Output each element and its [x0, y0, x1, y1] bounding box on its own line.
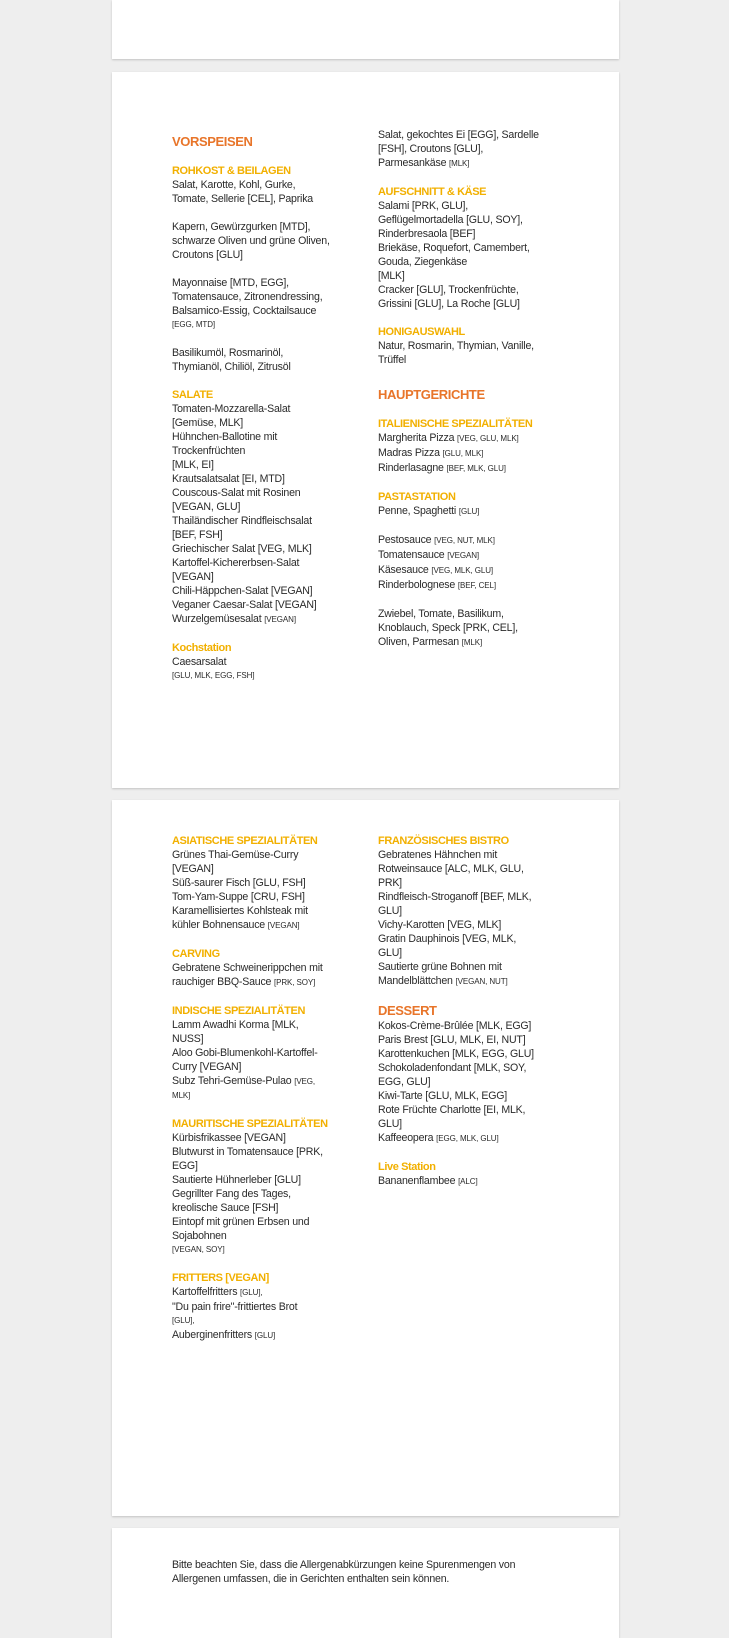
menu-line: Zwiebel, Tomate, Basilikum,: [378, 608, 504, 620]
menu-line: Rote Früchte Charlotte [EI, MLK,: [378, 1104, 526, 1116]
menu-line: Gebratenes Hähnchen mit: [378, 849, 498, 861]
menu-line: [378, 156, 558, 171]
menu-line: Hühnchen-Ballotine mit: [172, 431, 278, 443]
heading-pasta: PASTASTATION: [378, 491, 456, 503]
heading-honig: HONIGAUSWAHL: [378, 326, 465, 338]
franzoesisch-list: [378, 848, 558, 989]
menu-item-text: Pestosauce: [378, 534, 432, 546]
menu-line: Tomatensauce, Zitronendressing,: [172, 291, 323, 303]
column-left: [172, 834, 350, 1357]
heading-asiatisch: ASIATISCHE SPEZIALITÄTEN: [172, 835, 318, 847]
indisch-list: [172, 1018, 350, 1103]
allergen-note: [MLK]: [461, 638, 483, 647]
menu-line: GLU]: [378, 905, 402, 917]
menu-line: [378, 431, 558, 446]
menu-line: Schokoladenfondant [MLK, SOY,: [378, 1062, 527, 1074]
rohkost-group-2: [172, 220, 342, 262]
menu-line: Veganer Caesar-Salat [VEGAN]: [172, 599, 317, 611]
menu-line: [172, 918, 350, 933]
salate-list: [172, 402, 342, 627]
heading-rohkost: ROHKOST & BEILAGEN: [172, 165, 291, 177]
menu-item-text: Auberginenfritters: [172, 1329, 253, 1341]
heading-aufschnitt: AUFSCHNITT & KÄSE: [378, 186, 487, 198]
menu-line: Tom-Yam-Suppe [CRU, FSH]: [172, 891, 305, 903]
allergen-note: MLK]: [172, 1091, 191, 1100]
pasta-base: [378, 504, 558, 519]
allergen-note: [BEF, CEL]: [457, 581, 496, 590]
menu-line: Basilikumöl, Rosmarinöl,: [172, 347, 284, 359]
menu-item-text: Kaffeeopera: [378, 1132, 434, 1144]
document-page-top: [112, 0, 619, 59]
heading-mauritisch: MAURITISCHE SPEZIALITÄTEN: [172, 1118, 328, 1130]
document-page-1: [112, 72, 619, 788]
menu-item-text: Bananenflambee: [378, 1175, 456, 1187]
heading-salate: SALATE: [172, 389, 213, 401]
menu-line: [378, 446, 558, 461]
menu-line: Griechischer Salat [VEG, MLK]: [172, 543, 312, 555]
menu-line: GLU]: [378, 947, 402, 959]
menu-line: Lamm Awadhi Korma [MLK,: [172, 1019, 299, 1031]
menu-line: Kapern, Gewürzgurken [MTD],: [172, 221, 311, 233]
allergen-note: [VEG, GLU, MLK]: [457, 434, 519, 443]
menu-line: NUSS]: [172, 1033, 204, 1045]
allergen-note: [GLU]: [254, 1331, 276, 1340]
menu-line: Gegrillter Fang des Tages,: [172, 1188, 291, 1200]
menu-line: [MLK]: [378, 270, 405, 282]
menu-line: [378, 504, 558, 519]
menu-line: Tomaten-Mozzarella-Salat: [172, 403, 291, 415]
menu-line: [Gemüse, MLK]: [172, 417, 243, 429]
menu-line: [172, 975, 350, 990]
menu-item-text: Mandelblättchen: [378, 975, 453, 987]
menu-line: Rotweinsauce [ALC, MLK, GLU,: [378, 863, 524, 875]
allergen-note: [VEG, NUT, MLK]: [434, 536, 495, 545]
allergen-note: [GLU],: [172, 1316, 195, 1325]
menu-line: Caesarsalat: [172, 656, 227, 668]
heading-live-station: Live Station: [378, 1161, 436, 1173]
rohkost-group-3: [172, 276, 342, 332]
allergen-note: [VEG,: [294, 1077, 316, 1086]
document-page-2: [112, 800, 619, 1516]
menu-line: Kiwi-Tarte [GLU, MLK, EGG]: [378, 1090, 508, 1102]
menu-line: Vichy-Karotten [VEG, MLK]: [378, 919, 502, 931]
italienisch-list: [378, 431, 558, 476]
menu-line: [VEGAN, GLU]: [172, 501, 241, 513]
rohkost-group-1: [172, 178, 342, 206]
heading-carving: CARVING: [172, 948, 220, 960]
menu-line: [378, 548, 558, 563]
menu-line: [MLK, EI]: [172, 459, 214, 471]
dessert-list: [378, 1019, 558, 1146]
menu-line: EGG, GLU]: [378, 1076, 431, 1088]
menu-line: [FSH], Croutons [GLU],: [378, 143, 484, 155]
menu-line: Sautierte grüne Bohnen mit: [378, 961, 502, 973]
menu-line: Karottenkuchen [MLK, EGG, GLU]: [378, 1048, 534, 1060]
menu-line: EGG]: [172, 1160, 198, 1172]
menu-line: Briekäse, Roquefort, Camembert,: [378, 242, 530, 254]
menu-line: Thymianöl, Chiliöl, Zitrusöl: [172, 361, 291, 373]
menu-line: Salat, Karotte, Kohl, Gurke,: [172, 179, 296, 191]
allergen-note: [VEGAN]: [267, 921, 300, 930]
menu-line: "Du pain frire"-frittiertes Brot: [172, 1301, 298, 1313]
pasta-sauces: [378, 533, 558, 593]
menu-line: [378, 635, 558, 650]
menu-line: Aloo Gobi-Blumenkohl-Kartoffel-: [172, 1047, 318, 1059]
menu-item-text: Käsesauce: [378, 564, 429, 576]
menu-line: Paris Brest [GLU, MLK, EI, NUT]: [378, 1034, 526, 1046]
menu-line: Süß-saurer Fisch [GLU, FSH]: [172, 877, 306, 889]
menu-line: PRK]: [378, 877, 402, 889]
menu-line: Blutwurst in Tomatensauce [PRK,: [172, 1146, 323, 1158]
heading-indisch: INDISCHE SPEZIALITÄTEN: [172, 1005, 305, 1017]
fritters-list: [172, 1285, 350, 1343]
menu-line: [172, 1285, 350, 1300]
menu-line: Kartoffel-Kichererbsen-Salat: [172, 557, 300, 569]
menu-line: [172, 1328, 350, 1343]
menu-item-text: Rinderlasagne: [378, 462, 444, 474]
menu-line: Gratin Dauphinois [VEG, MLK,: [378, 933, 517, 945]
menu-line: Karamellisiertes Kohlsteak mit: [172, 905, 308, 917]
menu-line: [378, 974, 558, 989]
menu-line: Cracker [GLU], Trockenfrüchte,: [378, 284, 519, 296]
menu-line: Couscous-Salat mit Rosinen: [172, 487, 301, 499]
document-page-3: [112, 1528, 619, 1638]
disclaimer-line: Bitte beachten Sie, dass die Allergenabkürzungen keine Spurenmengen von: [172, 1559, 516, 1571]
menu-line: [VEGAN]: [172, 571, 214, 583]
menu-item-text: Rinderbolognese: [378, 579, 456, 591]
menu-line: Rinderbresaola [BEF]: [378, 228, 476, 240]
menu-line: [VEGAN]: [172, 863, 214, 875]
menu-item-text: Parmesankäse: [378, 157, 447, 169]
allergen-note: [ALC]: [458, 1177, 478, 1186]
menu-line: Curry [VEGAN]: [172, 1061, 242, 1073]
allergen-note: [VEG, MLK, GLU]: [431, 566, 494, 575]
menu-line: Gebratene Schweinerippchen mit: [172, 962, 323, 974]
menu-line: Salat, gekochtes Ei [EGG], Sardelle: [378, 129, 539, 141]
menu-item-text: Subz Tehri-Gemüse-Pulao: [172, 1075, 292, 1087]
allergen-note: [VEGAN]: [264, 615, 296, 624]
allergen-note: [VEGAN]: [447, 551, 480, 560]
menu-item-text: Wurzelgemüsesalat: [172, 613, 262, 625]
column-left: [172, 134, 342, 697]
heading-franzoesisch: FRANZÖSISCHES BISTRO: [378, 835, 509, 847]
column-right: [378, 128, 558, 664]
menu-line: Kokos-Crème-Brûlée [MLK, EGG]: [378, 1020, 532, 1032]
mauritisch-list: [172, 1131, 350, 1257]
allergen-note: [EGG, MTD]: [172, 320, 216, 329]
menu-line: Kürbisfrikassee [VEGAN]: [172, 1132, 286, 1144]
menu-line: GLU]: [378, 1118, 402, 1130]
menu-line: Grissini [GLU], La Roche [GLU]: [378, 298, 520, 310]
menu-line: [172, 612, 342, 627]
menu-line: Grünes Thai-Gemüse-Curry: [172, 849, 299, 861]
menu-line: kreolische Sauce [FSH]: [172, 1202, 279, 1214]
allergen-note: [VEGAN, SOY]: [172, 1245, 225, 1254]
menu-line: [378, 1131, 558, 1146]
kochstation-list: [172, 655, 342, 683]
menu-line: [172, 1074, 350, 1089]
allergen-note: [GLU, MLK]: [442, 449, 484, 458]
pasta-toppings: [378, 607, 558, 650]
allergen-note: [BEF, MLK, GLU]: [446, 464, 506, 473]
menu-item-text: kühler Bohnensauce: [172, 919, 265, 931]
honig-list: [378, 339, 558, 367]
menu-line: Trockenfrüchten: [172, 445, 246, 457]
menu-line: Trüffel: [378, 354, 407, 366]
disclaimer-line: Allergenen umfassen, die in Gerichten enthalten sein können.: [172, 1573, 450, 1585]
allergen-disclaimer: [172, 1558, 592, 1586]
menu-line: Salami [PRK, GLU],: [378, 200, 469, 212]
live-station-list: [378, 1174, 558, 1189]
menu-line: Thailändischer Rindfleischsalat: [172, 515, 312, 527]
section-title-hauptgerichte: HAUPTGERICHTE: [378, 387, 485, 402]
menu-line: Krautsalatsalat [EI, MTD]: [172, 473, 285, 485]
menu-line: Gouda, Ziegenkäse: [378, 256, 468, 268]
heading-fritters: FRITTERS [VEGAN]: [172, 1272, 269, 1284]
allergen-note: [EGG, MLK, GLU]: [436, 1134, 499, 1143]
heading-italienisch: ITALIENISCHE SPEZIALITÄTEN: [378, 418, 533, 430]
menu-line: schwarze Oliven und grüne Oliven,: [172, 235, 330, 247]
menu-line: Rindfleisch-Stroganoff [BEF, MLK,: [378, 891, 532, 903]
menu-line: Natur, Rosmarin, Thymian, Vanille,: [378, 340, 534, 352]
allergen-note: [GLU]: [458, 507, 480, 516]
menu-line: Mayonnaise [MTD, EGG],: [172, 277, 289, 289]
rohkost-group-4: [172, 346, 342, 374]
menu-line: [378, 533, 558, 548]
menu-line: [378, 461, 558, 476]
aufschnitt-list: [378, 199, 558, 311]
section-title-vorspeisen: VORSPEISEN: [172, 134, 253, 149]
menu-item-text: Oliven, Parmesan: [378, 636, 459, 648]
menu-line: Sautierte Hühnerleber [GLU]: [172, 1174, 301, 1186]
menu-line: [378, 563, 558, 578]
menu-item-text: Madras Pizza: [378, 447, 440, 459]
allergen-note: [PRK, SOY]: [274, 978, 316, 987]
asiatisch-list: [172, 848, 350, 933]
menu-line: Chili-Häppchen-Salat [VEGAN]: [172, 585, 313, 597]
menu-line: Tomate, Sellerie [CEL], Paprika: [172, 193, 313, 205]
allergen-note: [VEGAN, NUT]: [455, 977, 508, 986]
menu-line: Geflügelmortadella [GLU, SOY],: [378, 214, 523, 226]
menu-item-text: Tomatensauce: [378, 549, 445, 561]
heading-kochstation: Kochstation: [172, 642, 232, 654]
column-right: [378, 834, 558, 1203]
menu-line: [BEF, FSH]: [172, 529, 223, 541]
allergen-note: [MLK]: [449, 159, 470, 168]
menu-item-text: Margherita Pizza: [378, 432, 455, 444]
allergen-note: [GLU, MLK, EGG, FSH]: [172, 671, 255, 680]
menu-line: [378, 1174, 558, 1189]
menu-line: [378, 578, 558, 593]
menu-line: Knoblauch, Speck [PRK, CEL],: [378, 622, 518, 634]
menu-line: Eintopf mit grünen Erbsen und: [172, 1216, 310, 1228]
carving-list: [172, 961, 350, 990]
allergen-note: [GLU],: [240, 1288, 263, 1297]
section-title-dessert: DESSERT: [378, 1003, 437, 1018]
menu-line: Croutons [GLU]: [172, 249, 243, 261]
menu-line: Balsamico-Essig, Cocktailsauce: [172, 305, 317, 317]
menu-line: Sojabohnen: [172, 1230, 227, 1242]
menu-item-text: Penne, Spaghetti: [378, 505, 457, 517]
menu-item-text: Kartoffelfritters: [172, 1286, 238, 1298]
caesar-continuation: [378, 128, 558, 171]
menu-item-text: rauchiger BBQ-Sauce: [172, 976, 272, 988]
